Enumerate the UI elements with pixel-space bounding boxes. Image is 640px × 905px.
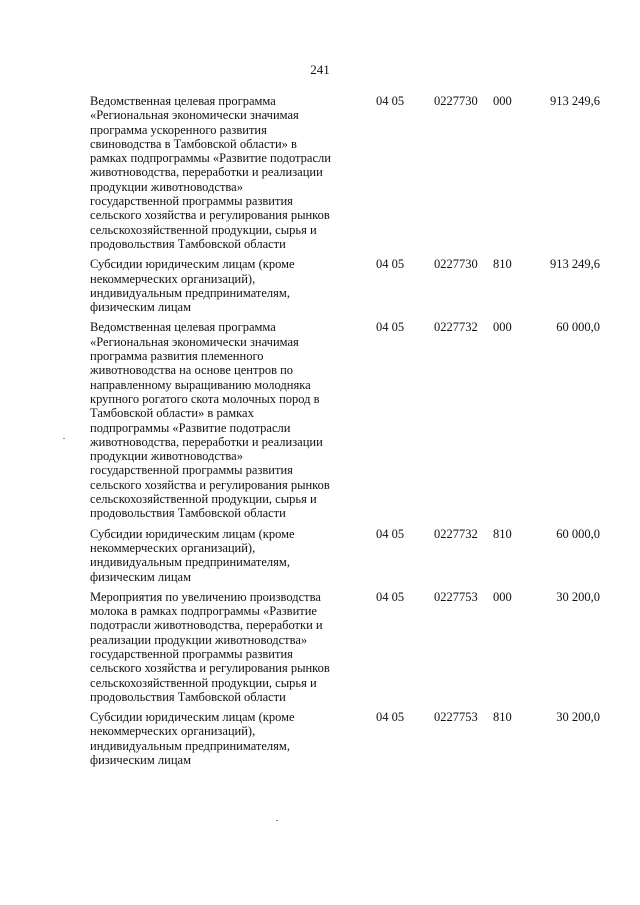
page-number: 241 [310,62,330,77]
section-code: 04 05 [376,94,405,108]
expense-type-code: 810 [493,710,512,725]
table-row [90,590,602,704]
scan-speck [276,820,278,821]
target-article-code: 0227753 [434,710,478,725]
table-row [90,257,602,314]
row-description: Ведомственная целевая программа «Региональная экономически значимая программа ускоренного развития свиноводства в Тамбовской области» в рамках подпрограммы «Развитие подотрасли животноводства, переработки и реализации продукции животноводства» государственной программы развития сельского хозяйства и регулирования рынков сельскохозяйственной продукции, сырья и продовольствия Тамбовской области [90,94,331,251]
target-article-code: 0227732 [434,526,478,541]
section-code: 04 05 [376,589,405,604]
table-row [90,94,602,251]
expense-type-code: 000 [493,589,512,604]
row-description: Субсидии юридическим лицам (кроме некоммерческих организаций), индивидуальным предпринимателям, физическим лицам [90,526,295,584]
budget-table [90,94,602,773]
row-description: Субсидии юридическим лицам (кроме некоммерческих организаций), индивидуальным предпринимателям, физическим лицам [90,710,295,768]
amount: 60 000,0 [556,320,600,335]
section-code: 04 05 [376,526,405,541]
amount: 913 249,6 [550,94,600,108]
section-code: 04 05 [376,710,405,725]
section-code: 04 05 [376,257,405,272]
target-article-code: 0227730 [434,257,478,272]
row-description: Ведомственная целевая программа «Региональная экономически значимая программа развития племенного животноводства на основе центров по направленному выращиванию молодняка крупного рогатого скота молочных пород в Тамбовской области» в рамках подпрограммы «Развитие подотрасли животноводства, переработки и реализации продукции животноводства» государственной программы развития сельского хозяйства и регулирования рынков сельскохозяйственной продукции, сырья и продовольствия Тамбовской области [90,320,330,521]
amount: 60 000,0 [556,526,600,541]
table-row [90,320,602,520]
target-article-code: 0227730 [434,94,478,108]
target-article-code: 0227753 [434,589,478,604]
expense-type-code: 000 [493,94,512,108]
amount: 30 200,0 [556,710,600,725]
target-article-code: 0227732 [434,320,478,335]
expense-type-code: 810 [493,257,512,272]
table-row [90,710,602,767]
expense-type-code: 000 [493,320,512,335]
row-description: Мероприятия по увеличению производства молока в рамках подпрограммы «Развитие подотрасли животноводства, переработки и реализации продукции животноводства» государственной программы развития сельского хозяйства и регулирования рынков сельскохозяйственной продукции, сырья и продовольствия Тамбовской области [90,589,330,704]
table-row [90,527,602,584]
scan-speck [63,438,65,439]
expense-type-code: 810 [493,526,512,541]
row-description: Субсидии юридическим лицам (кроме некоммерческих организаций), индивидуальным предпринимателям, физическим лицам [90,257,295,315]
amount: 913 249,6 [550,257,600,272]
section-code: 04 05 [376,320,405,335]
amount: 30 200,0 [556,589,600,604]
